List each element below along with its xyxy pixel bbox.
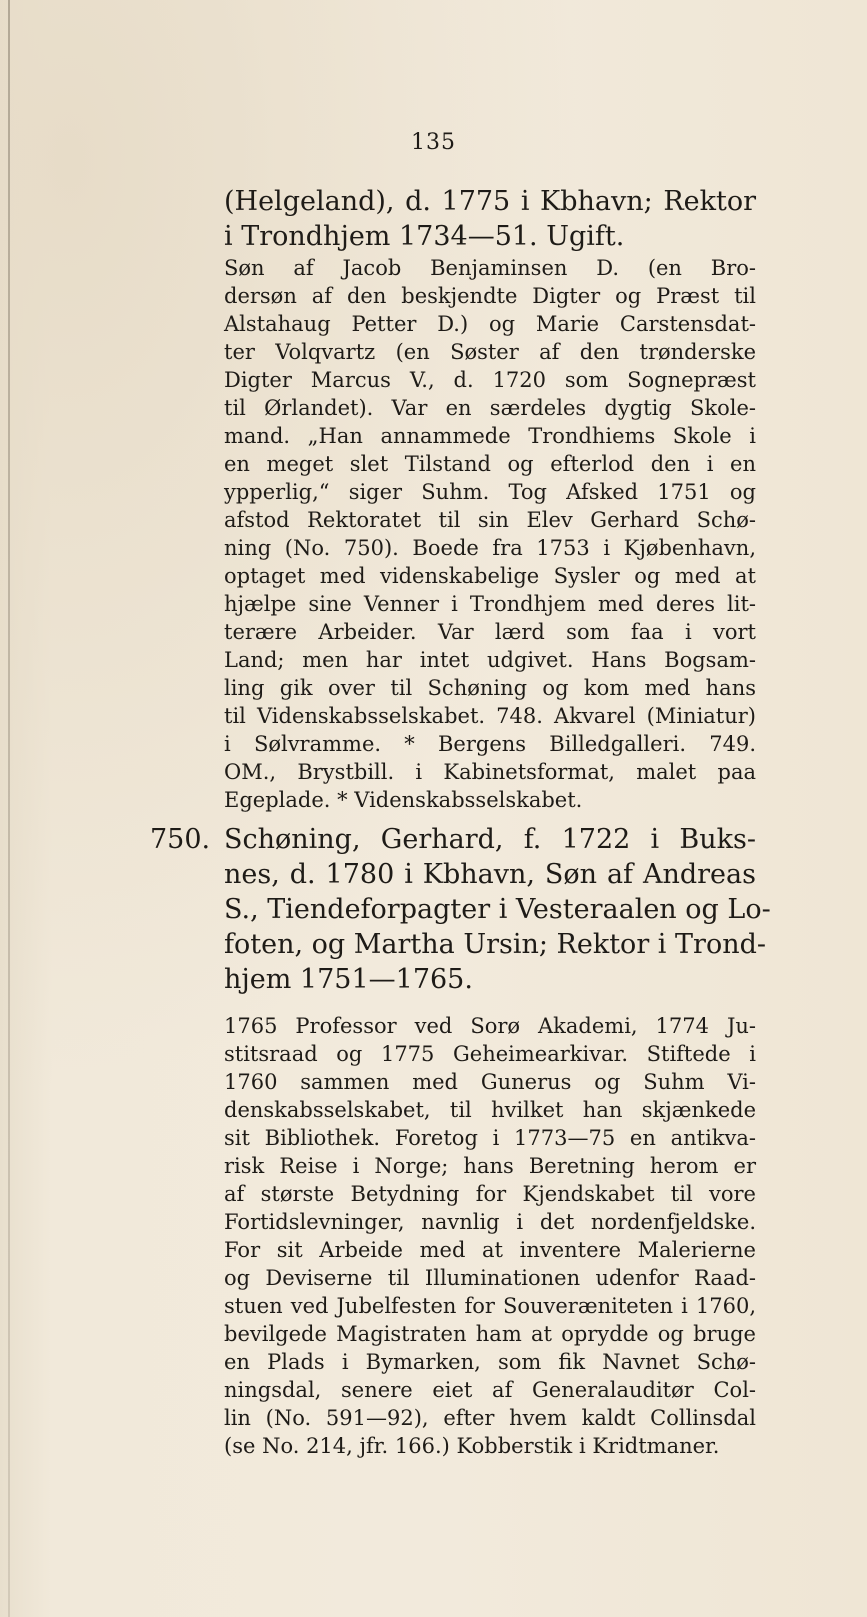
- entry-750-heading-line: foten, og Martha Ursin; Rektor i Trond-: [224, 929, 766, 960]
- entry-749-body-line: til Videnskabsselskabet. 748. Akvarel (Miniatur): [224, 704, 756, 728]
- entry-750-heading-line: nes, d. 1780 i Kbhavn, Søn af Andreas: [224, 859, 756, 890]
- entry-749-body-line: ling gik over til Schøning og kom med hans: [224, 676, 756, 700]
- entry-749-heading-line: i Trondhjem 1734—51. Ugift.: [224, 221, 625, 252]
- entry-749-heading: [224, 184, 756, 254]
- entry-750-body-line: sit Bibliothek. Foretog i 1773—75 en antikva-: [224, 1126, 756, 1150]
- entry-750-body-line: risk Reise i Norge; hans Beretning herom er: [224, 1154, 756, 1178]
- entry-750-heading: [224, 822, 771, 997]
- entry-750-heading-line: Schøning, Gerhard, f. 1722 i Buks-: [224, 824, 756, 855]
- entry-749-body-line: afstod Rektoratet til sin Elev Gerhard Schø-: [224, 508, 756, 532]
- entry-749-body: [224, 254, 756, 814]
- entry-750-heading-line: S., Tiendeforpagter i Vesteraalen og Lo-: [224, 894, 771, 925]
- entry-750-body-line: (se No. 214, jfr. 166.) Kobberstik i Kridtmaner.: [224, 1434, 720, 1458]
- entry-750-body-line: stuen ved Jubelfesten for Souveræniteten i 1760,: [224, 1294, 756, 1318]
- entry-749-body-line: OM., Brystbill. i Kabinetsformat, malet paa: [224, 760, 756, 784]
- entry-749-heading-line: (Helgeland), d. 1775 i Kbhavn; Rektor: [224, 186, 756, 217]
- entry-749-body-line: dersøn af den beskjendte Digter og Præst til: [224, 284, 756, 308]
- entry-749-body-line: Land; men har intet udgivet. Hans Bogsam-: [224, 648, 756, 672]
- entry-750-body-line: ningsdal, senere eiet af Generalauditør Col-: [224, 1378, 756, 1402]
- entry-750-body-line: af største Betydning for Kjendskabet til vore: [224, 1182, 756, 1206]
- entry-749-body-line: Digter Marcus V., d. 1720 som Sognepræst: [224, 368, 756, 392]
- entry-749-body-line: Søn af Jacob Benjaminsen D. (en Bro-: [224, 256, 756, 280]
- entry-750-body-line: lin (No. 591—92), efter hvem kaldt Collinsdal: [224, 1406, 756, 1430]
- entry-749-body-line: en meget slet Tilstand og efterlod den i en: [224, 452, 756, 476]
- entry-749-body-line: Egeplade. * Videnskabsselskabet.: [224, 788, 583, 812]
- entry-749-body-line: ning (No. 750). Boede fra 1753 i Kjøbenhavn,: [224, 536, 756, 560]
- entry-749-body-line: ter Volqvartz (en Søster af den trønderske: [224, 340, 756, 364]
- entry-750-body-line: en Plads i Bymarken, som fik Navnet Schø-: [224, 1350, 756, 1374]
- entry-750-body-line: For sit Arbeide med at inventere Malerierne: [224, 1238, 756, 1262]
- entry-750-body-line: bevilgede Magistraten ham at oprydde og bruge: [224, 1322, 756, 1346]
- entry-750-number: 750.: [150, 824, 211, 855]
- entry-749-body-line: terære Arbeider. Var lærd som faa i vort: [224, 620, 756, 644]
- entry-749-body-line: Alstahaug Petter D.) og Marie Carstensdat-: [224, 312, 756, 336]
- entry-750-body-line: og Deviserne til Illuminationen udenfor Raad-: [224, 1266, 756, 1290]
- entry-750-body-line: 1760 sammen med Gunerus og Suhm Vi-: [224, 1070, 756, 1094]
- entry-749-body-line: optaget med videnskabelige Sysler og med at: [224, 564, 756, 588]
- entry-750-body-line: 1765 Professor ved Sorø Akademi, 1774 Ju-: [224, 1014, 756, 1038]
- entry-749-body-line: mand. „Han annammede Trondhiems Skole i: [224, 424, 756, 448]
- entry-750-body-line: Fortidslevninger, navnlig i det nordenfjeldske.: [224, 1210, 756, 1234]
- entry-749-body-line: i Sølvramme. * Bergens Billedgalleri. 749.: [224, 732, 756, 756]
- entry-750-body-line: denskabsselskabet, til hvilket han skjænkede: [224, 1098, 756, 1122]
- page-number: 135: [411, 130, 456, 155]
- page-spine-edge: [8, 0, 10, 1617]
- entry-749-body-line: hjælpe sine Venner i Trondhjem med deres lit-: [224, 592, 756, 616]
- entry-749-body-line: til Ørlandet). Var en særdeles dygtig Skole-: [224, 396, 756, 420]
- entry-750-heading-line: hjem 1751—1765.: [224, 964, 473, 995]
- entry-750-body: [224, 1012, 756, 1460]
- entry-750-body-line: stitsraad og 1775 Geheimearkivar. Stiftede i: [224, 1042, 756, 1066]
- entry-749-body-line: ypperlig,“ siger Suhm. Tog Afsked 1751 og: [224, 480, 756, 504]
